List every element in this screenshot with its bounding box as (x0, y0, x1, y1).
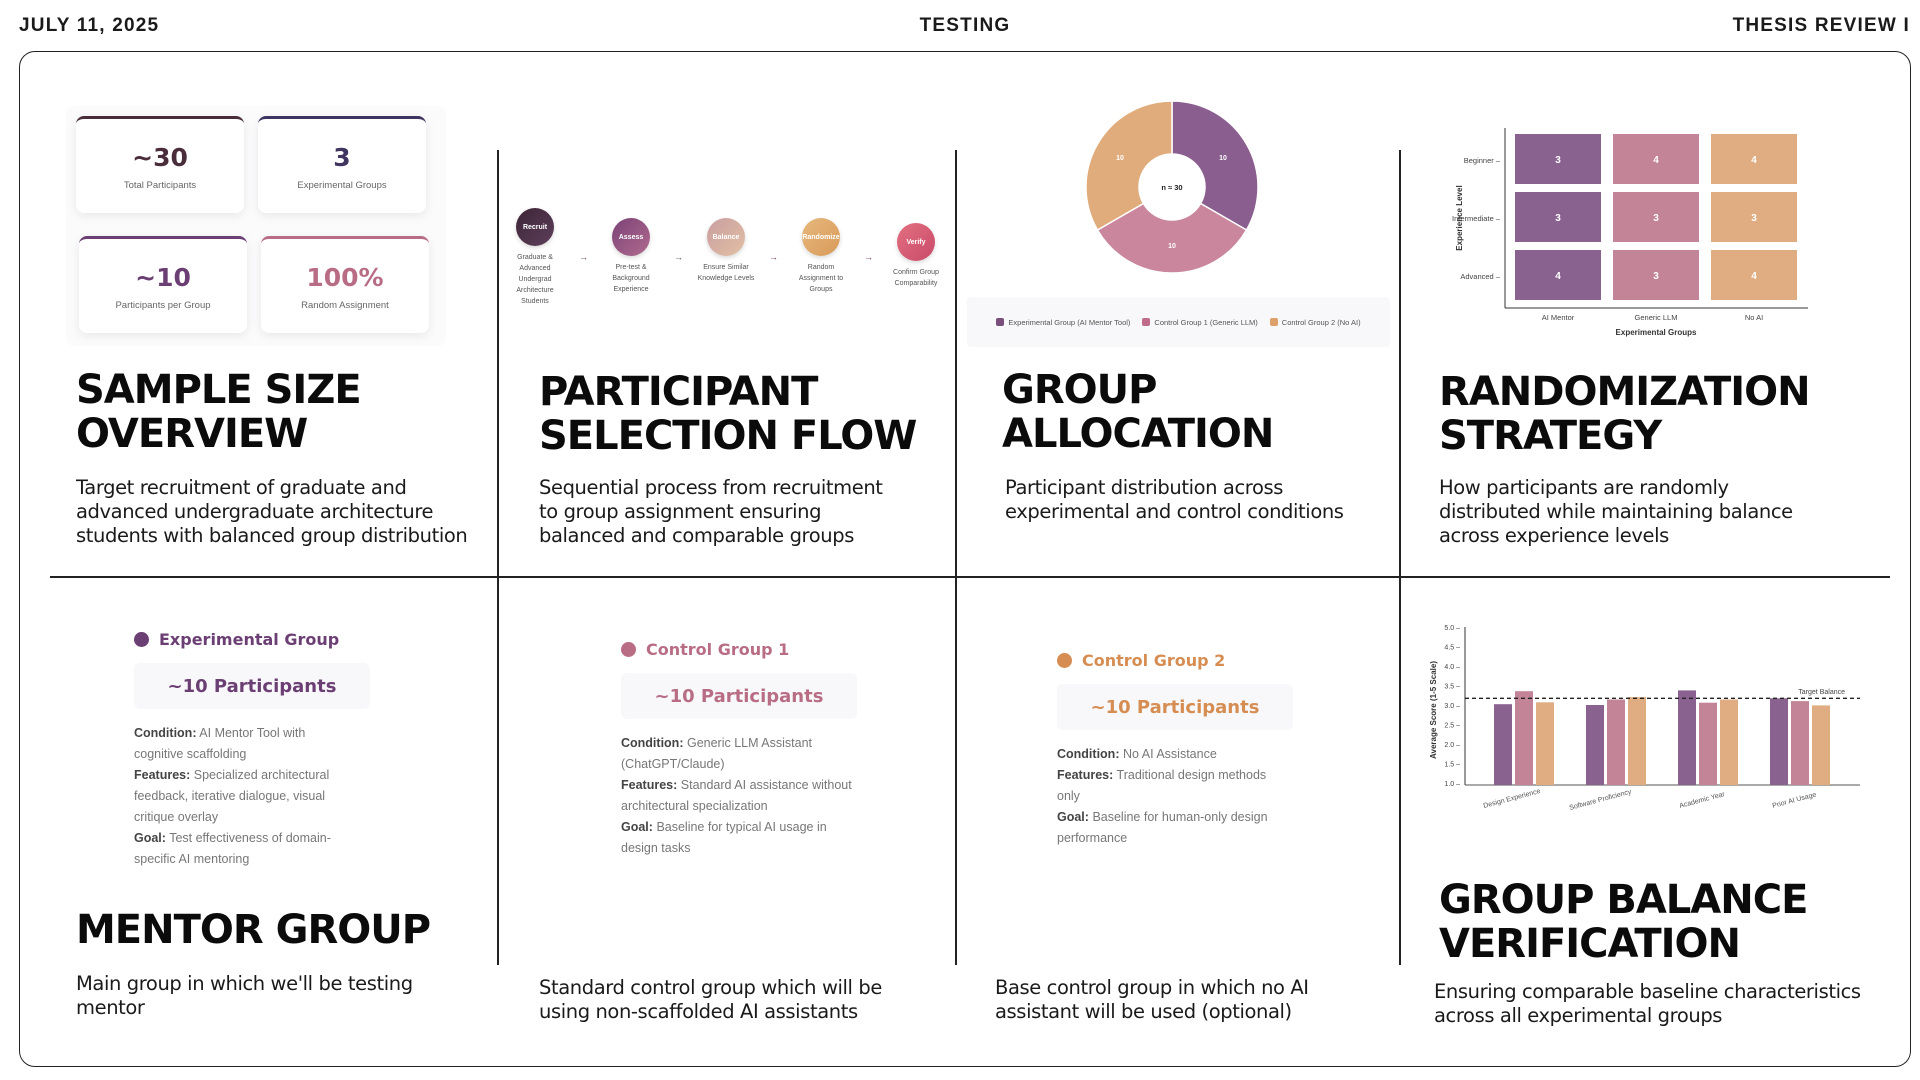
donut-slice-experimental[interactable] (1172, 101, 1258, 230)
svg-text:4: 4 (1751, 155, 1757, 166)
title-line: SAMPLE SIZE (76, 367, 361, 413)
stat-value: 3 (333, 143, 351, 172)
condition-text: Generic LLM Assistant (ChatGPT/Claude) (621, 736, 813, 771)
panel-description: Base control group in which no AI assistant will be used (optional) (995, 976, 1309, 1023)
svg-text:2.5 –: 2.5 – (1444, 722, 1460, 730)
svg-text:4.5 –: 4.5 – (1444, 644, 1460, 652)
legend-item-experimental[interactable] (996, 318, 1130, 327)
legend-label: Control Group 1 (Generic LLM) (1154, 317, 1258, 327)
group-details (134, 723, 349, 870)
selection-flow-diagram (500, 198, 955, 318)
svg-text:Prior AI Usage: Prior AI Usage (1771, 791, 1818, 810)
svg-text:Advanced –: Advanced – (1460, 272, 1500, 281)
legend-item-control2[interactable] (1270, 318, 1361, 327)
group-header (134, 630, 434, 649)
group-dot-icon (1057, 653, 1072, 668)
svg-text:1.5 –: 1.5 – (1444, 761, 1460, 769)
svg-text:Software Proficiency: Software Proficiency (1568, 788, 1633, 812)
svg-text:Design Experience: Design Experience (1482, 787, 1542, 810)
goal-label: Goal: (621, 820, 653, 834)
stat-label: Participants per Group (115, 300, 211, 311)
svg-text:3: 3 (1653, 213, 1659, 224)
features-text: Specialized architectural feedback, iterative dialogue, visual critique overlay (134, 768, 330, 824)
condition-text: AI Mentor Tool with cognitive scaffolding (134, 726, 306, 761)
legend-swatch (996, 318, 1004, 326)
step-caption: Graduate & Advanced Undergrad Architecture Students (516, 254, 554, 305)
panel-title (1002, 368, 1273, 456)
svg-text:Experience Level: Experience Level (1455, 185, 1464, 251)
panel-description: Target recruitment of graduate and advanced undergraduate architecture students with balanced group distribution (76, 476, 468, 547)
legend-swatch (1270, 318, 1278, 326)
section-label: TESTING (919, 15, 1011, 36)
flow-step-verify (871, 223, 961, 289)
donut-slice-control2[interactable] (1086, 101, 1172, 230)
svg-text:Average Score (1-5 Scale): Average Score (1-5 Scale) (1429, 661, 1438, 759)
panel-description: Participant distribution across experimental and control conditions (1005, 476, 1344, 523)
arrow-icon: → (579, 252, 588, 262)
legend-item-control1[interactable] (1142, 318, 1257, 327)
features-label: Features: (1057, 768, 1114, 782)
group-header (621, 640, 921, 659)
legend-swatch (1142, 318, 1150, 326)
panel-description: Sequential process from recruitment to group assignment ensuring balanced and comparable groups (539, 476, 883, 547)
condition-label: Condition: (1057, 747, 1120, 761)
panel-description: Ensuring comparable baseline characteristics across all experimental groups (1434, 980, 1861, 1027)
svg-text:3: 3 (1751, 213, 1757, 224)
svg-text:4: 4 (1653, 155, 1659, 166)
flow-step-randomize (776, 218, 866, 295)
svg-text:Intermediate –: Intermediate – (1452, 214, 1500, 223)
group-dot-icon (621, 642, 636, 657)
goal-text: Baseline for typical AI usage in design tasks (621, 820, 827, 855)
svg-text:5.0 –: 5.0 – (1444, 625, 1460, 632)
panel-title: MENTOR GROUP (76, 907, 431, 953)
svg-text:3.5 –: 3.5 – (1444, 683, 1460, 691)
svg-text:3: 3 (1555, 213, 1561, 224)
step-caption: Pre-test & Background Experience (612, 264, 650, 293)
svg-text:2.0 –: 2.0 – (1444, 742, 1460, 749)
panel-title (1439, 370, 1810, 458)
randomization-heatmap-chart (1440, 120, 1820, 350)
panel-title (1439, 878, 1807, 966)
features-label: Features: (621, 778, 678, 792)
svg-text:1.0 –: 1.0 – (1444, 781, 1460, 788)
svg-text:10: 10 (1116, 155, 1124, 162)
svg-text:Academic Year: Academic Year (1678, 791, 1726, 810)
svg-text:10: 10 (1168, 243, 1176, 250)
goal-label: Goal: (134, 831, 166, 845)
title-line: ALLOCATION (1002, 411, 1274, 457)
panel-title (76, 368, 361, 456)
step-circle: Assess (612, 218, 650, 256)
condition-label: Condition: (621, 736, 684, 750)
legend-label: Experimental Group (AI Mentor Tool) (1008, 317, 1131, 327)
donut-svg (965, 90, 1390, 300)
group-header (1057, 651, 1357, 670)
group-dot-icon (134, 632, 149, 647)
arrow-icon: → (864, 252, 873, 262)
features-text: Standard AI assistance without architectural specialization (621, 778, 852, 813)
stat-label: Experimental Groups (297, 180, 387, 191)
step-caption: Ensure Similar Knowledge Levels (697, 264, 755, 282)
deck-title: THESIS REVIEW I (1732, 15, 1910, 36)
step-circle: Recruit (516, 208, 554, 246)
stat-value: 100% (306, 263, 384, 292)
svg-text:4: 4 (1751, 271, 1757, 282)
control-group-1-card (621, 640, 921, 859)
group-name: Control Group 2 (1082, 651, 1226, 670)
stat-card-random (261, 236, 429, 333)
condition-text: No AI Assistance (1122, 747, 1217, 761)
experimental-group-card (134, 630, 434, 870)
title-line: PARTICIPANT (539, 369, 818, 415)
step-caption: Confirm Group Comparability (893, 269, 939, 287)
goal-label: Goal: (1057, 810, 1089, 824)
svg-text:3: 3 (1555, 155, 1561, 166)
row-divider (50, 576, 1890, 578)
title-line: OVERVIEW (76, 411, 308, 457)
svg-text:Generic LLM: Generic LLM (1634, 313, 1678, 322)
step-circle: Verify (897, 223, 935, 261)
step-circle: Randomize (802, 218, 840, 256)
svg-text:10: 10 (1219, 155, 1227, 162)
svg-text:Beginner –: Beginner – (1463, 156, 1500, 165)
arrow-icon: → (769, 252, 778, 262)
stat-card-groups (258, 116, 426, 213)
group-details (621, 733, 861, 859)
arrow-icon: → (674, 252, 683, 262)
group-balance-bar-chart (1420, 620, 1890, 820)
goal-text: Test effectiveness of domain-specific AI mentoring (134, 831, 331, 866)
panel-description: How participants are randomly distributed while maintaining balance across experience levels (1439, 476, 1793, 547)
flow-step-balance (681, 218, 771, 284)
group-details (1057, 744, 1287, 849)
stat-label: Random Assignment (301, 300, 389, 311)
stat-cards-panel (66, 106, 446, 346)
participant-count: ~10 Participants (1057, 684, 1293, 730)
stat-value: ~10 (135, 263, 191, 292)
svg-text:Experimental Groups: Experimental Groups (1615, 328, 1697, 337)
title-line: VERIFICATION (1439, 921, 1741, 967)
chart-legend (967, 297, 1390, 347)
step-circle: Balance (707, 218, 745, 256)
participant-count: ~10 Participants (134, 663, 370, 709)
flow-step-assess (586, 218, 676, 295)
panel-title (539, 370, 916, 458)
panel-description: Standard control group which will be using non-scaffolded AI assistants (539, 976, 882, 1023)
svg-text:No AI: No AI (1744, 313, 1764, 322)
stat-card-per-group (79, 236, 247, 333)
group-name: Experimental Group (159, 630, 340, 649)
donut-center-label: n ≈ 30 (1161, 183, 1183, 192)
title-line: GROUP BALANCE (1439, 877, 1808, 923)
date-label: JULY 11, 2025 (19, 15, 160, 36)
svg-text:Target Balance: Target Balance (1798, 689, 1845, 696)
stat-value: ~30 (132, 143, 188, 172)
svg-text:3: 3 (1653, 271, 1659, 282)
svg-text:3.0 –: 3.0 – (1444, 703, 1460, 710)
step-caption: Random Assignment to Groups (798, 264, 844, 293)
title-line: STRATEGY (1439, 413, 1662, 459)
group-name: Control Group 1 (646, 640, 790, 659)
goal-text: Baseline for human-only design performance (1057, 810, 1268, 845)
condition-label: Condition: (134, 726, 197, 740)
title-line: SELECTION FLOW (539, 413, 917, 459)
divider (1399, 150, 1401, 965)
features-label: Features: (134, 768, 191, 782)
stat-label: Total Participants (123, 180, 197, 191)
svg-text:4.0 –: 4.0 – (1444, 664, 1460, 671)
svg-text:4: 4 (1555, 271, 1561, 282)
panel-description: Main group in which we'll be testing mentor (76, 972, 413, 1019)
stat-card-total (76, 116, 244, 213)
title-line: GROUP (1002, 367, 1157, 413)
participant-count: ~10 Participants (621, 673, 857, 719)
flow-step-recruit (490, 208, 580, 307)
legend-label: Control Group 2 (No AI) (1281, 317, 1361, 327)
control-group-2-card (1057, 651, 1357, 849)
features-text: Traditional design methods only (1057, 768, 1267, 803)
title-line: RANDOMIZATION (1439, 369, 1810, 415)
svg-text:AI Mentor: AI Mentor (1541, 313, 1575, 322)
